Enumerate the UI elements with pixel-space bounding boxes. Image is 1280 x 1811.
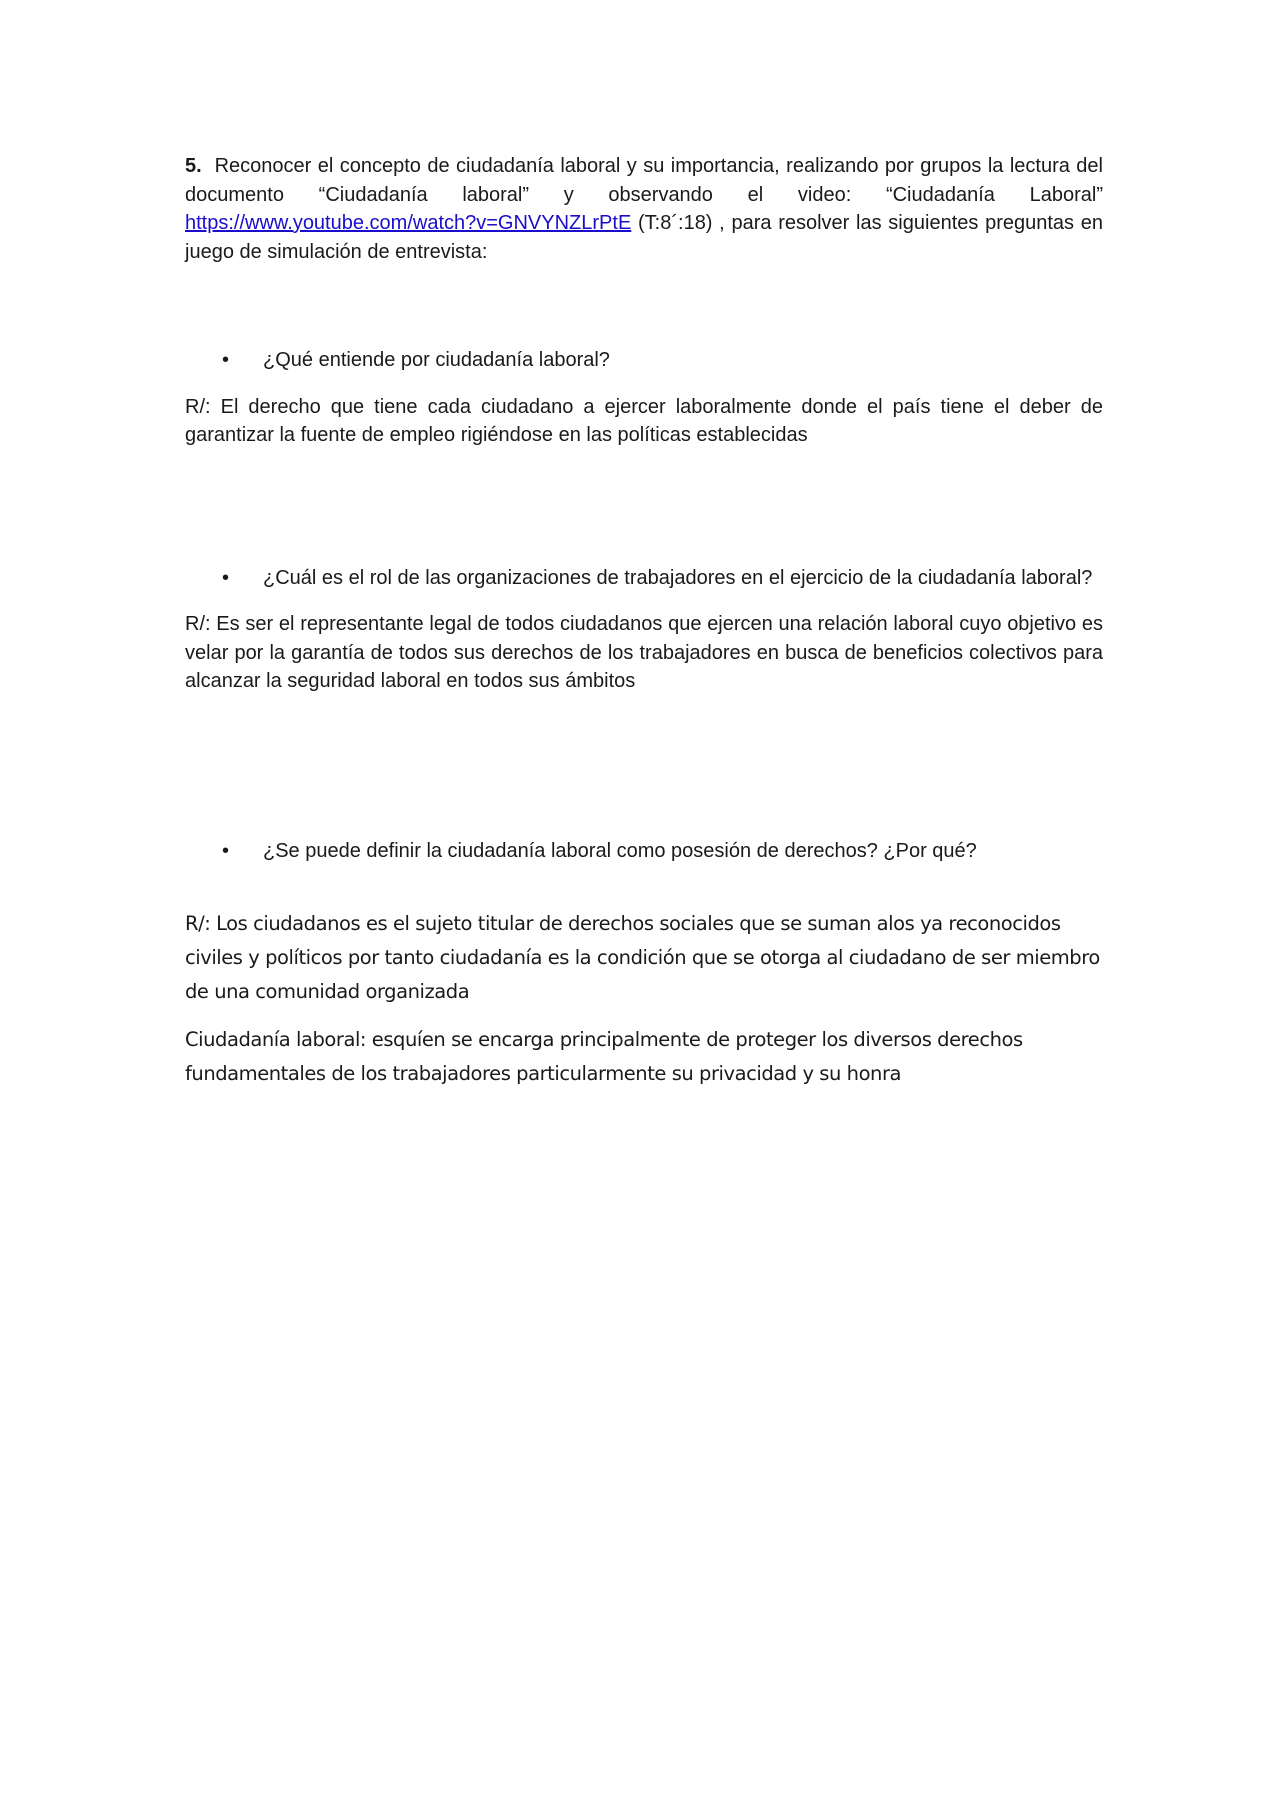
bullet-icon: • — [222, 839, 230, 862]
question-2-text: ¿Cuál es el rol de las organizaciones de trabajadores en el ejercicio de la ciudadanía laboral? — [263, 566, 1093, 589]
question-1-text: ¿Qué entiende por ciudadanía laboral? — [263, 349, 610, 371]
answer-1: R/: El derecho que tiene cada ciudadano a ejercer laboralmente donde el país tiene el deber de garantizar la fuente de empleo rigiéndose en las políticas establecidas — [185, 395, 1103, 446]
answer-3: R/: Los ciudadanos es el sujeto titular de derechos sociales que se suman alos ya reconocidos civiles y políticos por tanto ciudadanía es la condición que se otorga al ciudadano de ser miembro de una comunidad organizada — [185, 912, 1100, 1003]
document-body — [185, 152, 1103, 1091]
youtube-link[interactable]: https://www.youtube.com/watch?v=GNVYNZLrPtE — [185, 212, 632, 234]
question-3-text: ¿Se puede definir la ciudadanía laboral como posesión de derechos? ¿Por qué? — [263, 839, 977, 862]
item-5-text: Reconocer el concepto de ciudadanía laboral y su importancia, realizando por grupos la lectura del documento “Ciudadanía laboral” y observando el video: “Ciudadanía Laboral” — [185, 155, 1103, 206]
bullet-icon: • — [222, 349, 230, 371]
item-5-text-continued: (T:8´:18) , para resolver las siguientes preguntas en juego de simulación de entrevista: — [185, 212, 1103, 263]
question-2 — [185, 564, 1103, 593]
item-5-paragraph — [185, 152, 1103, 266]
answer-3-extra: Ciudadanía laboral: esquíen se encarga principalmente de proteger los diversos derechos fundamentales de los trabajadores particularmente su privacidad y su honra — [185, 1028, 1023, 1085]
item-number: 5. — [185, 155, 202, 177]
answer-2: R/: Es ser el representante legal de todos ciudadanos que ejercen una relación laboral cuyo objetivo es velar por la garantía de todos sus derechos de los trabajadores en busca de beneficios colectivos para alcanzar la seguridad laboral en todos sus ámbitos — [185, 613, 1103, 692]
bullet-icon: • — [222, 566, 230, 589]
question-3 — [185, 837, 1103, 866]
question-1 — [185, 346, 1103, 375]
